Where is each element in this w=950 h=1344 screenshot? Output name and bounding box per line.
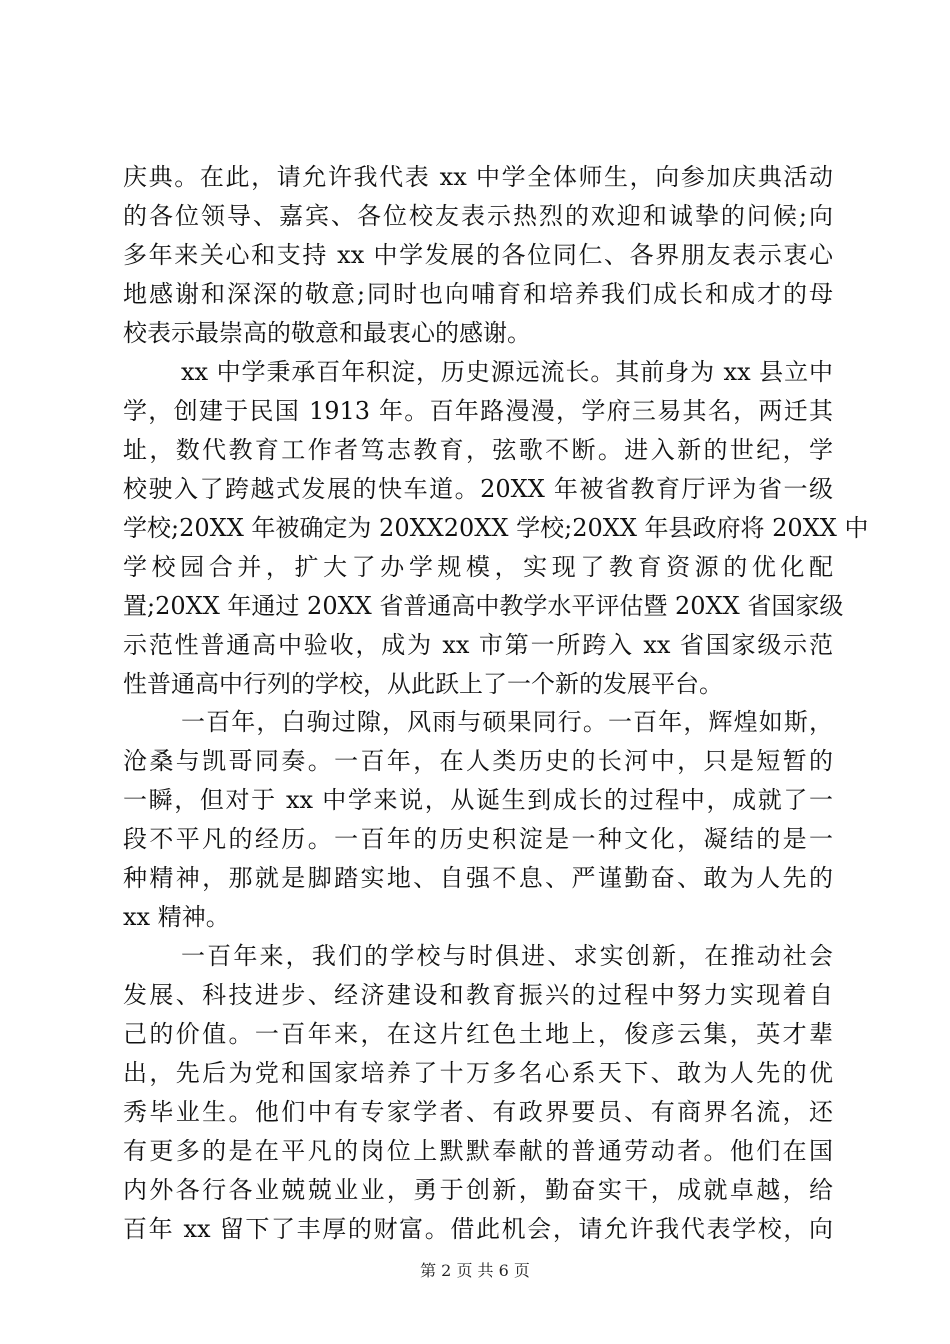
paragraph-line: 多年来关心和支持 xx 中学发展的各位同仁、各界朋友表示衷心 (123, 241, 833, 269)
paragraph-line: 置;20XX 年通过 20XX 省普通高中教学水平评估暨 20XX 省国家级 (123, 592, 844, 620)
page-number-footer: 第 2 页 共 6 页 (420, 1261, 530, 1280)
paragraph-line: 沧桑与凯哥同奏。一百年，在人类历史的长河中，只是短暂的 (123, 747, 833, 775)
paragraph-line: 一百年，白驹过隙，风雨与硕果同行。一百年，辉煌如斯， (181, 708, 833, 736)
paragraph-line: 学校园合并，扩大了办学规模，实现了教育资源的优化配 (123, 553, 833, 581)
paragraph-line: 百年 xx 留下了丰厚的财富。借此机会，请允许我代表学校，向 (123, 1215, 833, 1243)
paragraph-line: 示范性普通高中验收，成为 xx 市第一所跨入 xx 省国家级示范 (123, 631, 833, 659)
paragraph-line: xx 精神。 (123, 903, 230, 931)
paragraph-line: 学校;20XX 年被确定为 20XX20XX 学校;20XX 年县政府将 20XX 中 (123, 514, 869, 542)
paragraph-line: 己的价值。一百年来，在这片红色土地上，俊彦云集，英才辈 (123, 1020, 833, 1048)
paragraph-line: 校驶入了跨越式发展的快车道。20XX 年被省教育厅评为省一级 (123, 475, 833, 503)
paragraph-line: 庆典。在此，请允许我代表 xx 中学全体师生，向参加庆典活动 (123, 163, 833, 191)
paragraph-line: 段不平凡的经历。一百年的历史积淀是一种文化，凝结的是一 (123, 825, 833, 853)
paragraph-line: 性普通高中行列的学校，从此跃上了一个新的发展平台。 (123, 670, 723, 698)
paragraph-line: 秀毕业生。他们中有专家学者、有政界要员、有商界名流，还 (123, 1098, 833, 1126)
paragraph-line: 种精神，那就是脚踏实地、自强不息、严谨勤奋、敢为人先的 (123, 864, 833, 892)
paragraph-line: 的各位领导、嘉宾、各位校友表示热烈的欢迎和诚挚的问候;向 (123, 202, 833, 230)
paragraph-line: 址，数代教育工作者笃志教育，弦歌不断。进入新的世纪，学 (123, 436, 833, 464)
paragraph-line: 学，创建于民国 1913 年。百年路漫漫，学府三易其名，两迁其 (123, 397, 833, 425)
paragraph-line: 一百年来，我们的学校与时俱进、求实创新，在推动社会 (181, 942, 833, 970)
paragraph-line: 内外各行各业兢兢业业，勇于创新，勤奋实干，成就卓越，给 (123, 1176, 833, 1204)
paragraph-line: 一瞬，但对于 xx 中学来说，从诞生到成长的过程中，成就了一 (123, 786, 833, 814)
paragraph-line: 地感谢和深深的敬意;同时也向哺育和培养我们成长和成才的母 (123, 280, 833, 308)
paragraph-line: 出，先后为党和国家培养了十万多名心系天下、敢为人先的优 (123, 1059, 833, 1087)
paragraph-line: xx 中学秉承百年积淀，历史源远流长。其前身为 xx 县立中 (181, 358, 833, 386)
paragraph-line: 发展、科技进步、经济建设和教育振兴的过程中努力实现着自 (123, 981, 833, 1009)
paragraph-line: 校表示最崇高的敬意和最衷心的感谢。 (123, 319, 531, 347)
paragraph-line: 有更多的是在平凡的岗位上默默奉献的普通劳动者。他们在国 (123, 1137, 833, 1165)
